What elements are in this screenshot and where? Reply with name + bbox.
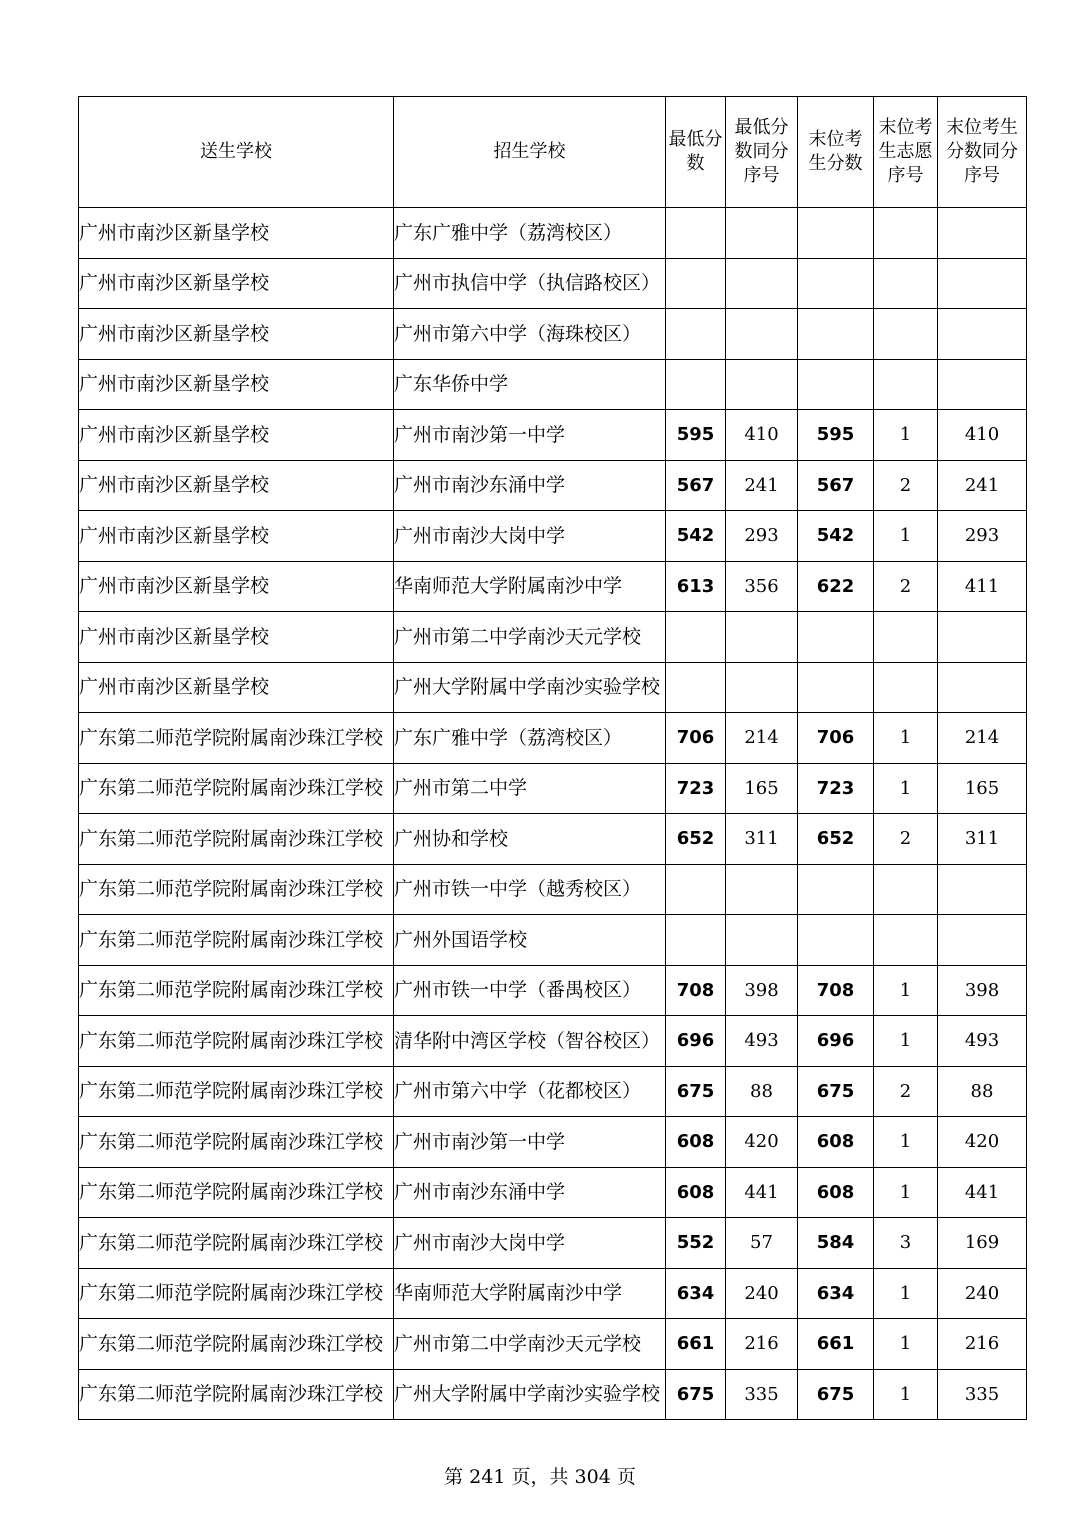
cell-sending-school: 广州市南沙区新垦学校 bbox=[79, 208, 394, 259]
cell-min-score-rank bbox=[726, 208, 798, 259]
cell-last-score-rank: 410 bbox=[938, 410, 1027, 461]
cell-admitting-school: 广州市南沙东涌中学 bbox=[394, 460, 666, 511]
cell-last-score bbox=[798, 662, 874, 713]
cell-last-score: 595 bbox=[798, 410, 874, 461]
cell-last-score: 634 bbox=[798, 1268, 874, 1319]
cell-sending-school: 广州市南沙区新垦学校 bbox=[79, 359, 394, 410]
cell-sending-school: 广东第二师范学院附属南沙珠江学校 bbox=[79, 1218, 394, 1269]
cell-last-wish-no bbox=[874, 208, 938, 259]
page-footer: 第 241 页，共 304 页 bbox=[444, 1466, 636, 1488]
table-row bbox=[79, 460, 1027, 511]
cell-last-score-rank bbox=[938, 208, 1027, 259]
cell-min-score: 706 bbox=[666, 713, 726, 764]
cell-last-score-rank: 165 bbox=[938, 763, 1027, 814]
cell-last-score-rank: 311 bbox=[938, 814, 1027, 865]
cell-min-score: 552 bbox=[666, 1218, 726, 1269]
cell-admitting-school: 广州市第二中学南沙天元学校 bbox=[394, 1319, 666, 1370]
cell-last-score: 706 bbox=[798, 713, 874, 764]
cell-admitting-school: 广东广雅中学（荔湾校区） bbox=[394, 208, 666, 259]
cell-last-wish-no: 1 bbox=[874, 1167, 938, 1218]
cell-last-score-rank: 293 bbox=[938, 511, 1027, 562]
cell-last-score-rank bbox=[938, 864, 1027, 915]
cell-min-score bbox=[666, 309, 726, 360]
cell-min-score-rank bbox=[726, 662, 798, 713]
table-row bbox=[79, 410, 1027, 461]
table-row bbox=[79, 1167, 1027, 1218]
cell-sending-school: 广东第二师范学院附属南沙珠江学校 bbox=[79, 814, 394, 865]
cell-last-wish-no: 1 bbox=[874, 713, 938, 764]
cell-min-score-rank: 214 bbox=[726, 713, 798, 764]
table-row bbox=[79, 864, 1027, 915]
cell-last-wish-no: 1 bbox=[874, 1016, 938, 1067]
cell-last-wish-no: 1 bbox=[874, 410, 938, 461]
cell-sending-school: 广东第二师范学院附属南沙珠江学校 bbox=[79, 965, 394, 1016]
cell-last-score-rank bbox=[938, 662, 1027, 713]
cell-min-score: 608 bbox=[666, 1167, 726, 1218]
cell-sending-school: 广州市南沙区新垦学校 bbox=[79, 309, 394, 360]
cell-min-score bbox=[666, 864, 726, 915]
cell-min-score-rank: 293 bbox=[726, 511, 798, 562]
cell-last-score-rank: 169 bbox=[938, 1218, 1027, 1269]
cell-sending-school: 广州市南沙区新垦学校 bbox=[79, 561, 394, 612]
cell-min-score-rank: 165 bbox=[726, 763, 798, 814]
cell-min-score-rank: 240 bbox=[726, 1268, 798, 1319]
cell-admitting-school: 广州大学附属中学南沙实验学校 bbox=[394, 662, 666, 713]
table-body bbox=[79, 208, 1027, 1420]
cell-min-score-rank: 311 bbox=[726, 814, 798, 865]
table-row bbox=[79, 1016, 1027, 1067]
cell-last-score bbox=[798, 612, 874, 663]
cell-min-score: 567 bbox=[666, 460, 726, 511]
table-row bbox=[79, 1369, 1027, 1420]
cell-sending-school: 广东第二师范学院附属南沙珠江学校 bbox=[79, 1066, 394, 1117]
cell-last-score-rank bbox=[938, 612, 1027, 663]
header-row bbox=[79, 97, 1027, 208]
cell-min-score: 675 bbox=[666, 1066, 726, 1117]
table-row bbox=[79, 1218, 1027, 1269]
cell-min-score-rank: 241 bbox=[726, 460, 798, 511]
cell-admitting-school: 广州市第二中学南沙天元学校 bbox=[394, 612, 666, 663]
cell-last-score: 608 bbox=[798, 1117, 874, 1168]
cell-last-wish-no bbox=[874, 864, 938, 915]
table-row bbox=[79, 612, 1027, 663]
cell-admitting-school: 广州市南沙东涌中学 bbox=[394, 1167, 666, 1218]
cell-last-wish-no bbox=[874, 915, 938, 966]
cell-last-score: 652 bbox=[798, 814, 874, 865]
admission-table bbox=[78, 96, 1027, 1420]
cell-last-score: 696 bbox=[798, 1016, 874, 1067]
cell-last-score-rank: 441 bbox=[938, 1167, 1027, 1218]
header-last-score-rank: 末位考生分数同分序号 bbox=[938, 97, 1027, 208]
cell-sending-school: 广东第二师范学院附属南沙珠江学校 bbox=[79, 763, 394, 814]
cell-admitting-school: 广州协和学校 bbox=[394, 814, 666, 865]
table-row bbox=[79, 915, 1027, 966]
cell-admitting-school: 广州市执信中学（执信路校区） bbox=[394, 258, 666, 309]
table-row bbox=[79, 1268, 1027, 1319]
cell-sending-school: 广东第二师范学院附属南沙珠江学校 bbox=[79, 1117, 394, 1168]
cell-sending-school: 广东第二师范学院附属南沙珠江学校 bbox=[79, 1268, 394, 1319]
cell-last-score: 708 bbox=[798, 965, 874, 1016]
cell-min-score-rank: 356 bbox=[726, 561, 798, 612]
cell-admitting-school: 广州市南沙大岗中学 bbox=[394, 1218, 666, 1269]
cell-min-score-rank bbox=[726, 915, 798, 966]
cell-last-score-rank: 241 bbox=[938, 460, 1027, 511]
cell-min-score: 613 bbox=[666, 561, 726, 612]
cell-last-score: 675 bbox=[798, 1066, 874, 1117]
cell-sending-school: 广东第二师范学院附属南沙珠江学校 bbox=[79, 915, 394, 966]
cell-last-score bbox=[798, 915, 874, 966]
cell-last-score: 675 bbox=[798, 1369, 874, 1420]
cell-sending-school: 广州市南沙区新垦学校 bbox=[79, 460, 394, 511]
cell-min-score: 652 bbox=[666, 814, 726, 865]
cell-min-score: 595 bbox=[666, 410, 726, 461]
cell-last-wish-no: 1 bbox=[874, 511, 938, 562]
cell-last-score: 584 bbox=[798, 1218, 874, 1269]
header-last-wish-no: 末位考生志愿序号 bbox=[874, 97, 938, 208]
header-admitting-school: 招生学校 bbox=[394, 97, 666, 208]
cell-last-wish-no bbox=[874, 612, 938, 663]
cell-min-score-rank bbox=[726, 359, 798, 410]
cell-last-wish-no: 3 bbox=[874, 1218, 938, 1269]
cell-min-score bbox=[666, 612, 726, 663]
cell-admitting-school: 华南师范大学附属南沙中学 bbox=[394, 1268, 666, 1319]
cell-min-score-rank: 398 bbox=[726, 965, 798, 1016]
cell-min-score-rank: 88 bbox=[726, 1066, 798, 1117]
cell-sending-school: 广东第二师范学院附属南沙珠江学校 bbox=[79, 713, 394, 764]
table-row bbox=[79, 561, 1027, 612]
cell-min-score bbox=[666, 258, 726, 309]
cell-min-score bbox=[666, 915, 726, 966]
cell-min-score bbox=[666, 359, 726, 410]
cell-last-score bbox=[798, 309, 874, 360]
cell-min-score-rank: 441 bbox=[726, 1167, 798, 1218]
cell-admitting-school: 华南师范大学附属南沙中学 bbox=[394, 561, 666, 612]
cell-last-score-rank: 411 bbox=[938, 561, 1027, 612]
cell-sending-school: 广州市南沙区新垦学校 bbox=[79, 662, 394, 713]
table-row bbox=[79, 1117, 1027, 1168]
cell-admitting-school: 广州市铁一中学（越秀校区） bbox=[394, 864, 666, 915]
cell-sending-school: 广东第二师范学院附属南沙珠江学校 bbox=[79, 1319, 394, 1370]
table-row bbox=[79, 1066, 1027, 1117]
cell-min-score bbox=[666, 208, 726, 259]
cell-sending-school: 广州市南沙区新垦学校 bbox=[79, 612, 394, 663]
cell-admitting-school: 广州市南沙第一中学 bbox=[394, 1117, 666, 1168]
cell-last-score bbox=[798, 208, 874, 259]
cell-min-score-rank: 410 bbox=[726, 410, 798, 461]
cell-last-score-rank: 240 bbox=[938, 1268, 1027, 1319]
cell-sending-school: 广州市南沙区新垦学校 bbox=[79, 511, 394, 562]
header-min-score: 最低分数 bbox=[666, 97, 726, 208]
cell-last-wish-no: 1 bbox=[874, 1319, 938, 1370]
header-sending-school: 送生学校 bbox=[79, 97, 394, 208]
cell-admitting-school: 广州大学附属中学南沙实验学校 bbox=[394, 1369, 666, 1420]
cell-min-score: 675 bbox=[666, 1369, 726, 1420]
cell-last-score: 723 bbox=[798, 763, 874, 814]
cell-last-score: 622 bbox=[798, 561, 874, 612]
cell-last-wish-no: 1 bbox=[874, 1268, 938, 1319]
cell-min-score bbox=[666, 662, 726, 713]
cell-last-wish-no bbox=[874, 258, 938, 309]
cell-admitting-school: 广州市铁一中学（番禺校区） bbox=[394, 965, 666, 1016]
cell-last-score: 661 bbox=[798, 1319, 874, 1370]
table-row bbox=[79, 208, 1027, 259]
cell-last-score: 542 bbox=[798, 511, 874, 562]
cell-min-score-rank: 216 bbox=[726, 1319, 798, 1370]
cell-admitting-school: 广州市南沙第一中学 bbox=[394, 410, 666, 461]
cell-min-score: 542 bbox=[666, 511, 726, 562]
cell-admitting-school: 广州外国语学校 bbox=[394, 915, 666, 966]
cell-last-score bbox=[798, 359, 874, 410]
cell-last-wish-no bbox=[874, 309, 938, 360]
cell-last-wish-no bbox=[874, 662, 938, 713]
cell-last-score-rank bbox=[938, 309, 1027, 360]
cell-last-wish-no: 1 bbox=[874, 763, 938, 814]
table-row bbox=[79, 258, 1027, 309]
cell-sending-school: 广东第二师范学院附属南沙珠江学校 bbox=[79, 1016, 394, 1067]
cell-last-wish-no: 2 bbox=[874, 1066, 938, 1117]
cell-admitting-school: 广东广雅中学（荔湾校区） bbox=[394, 713, 666, 764]
table-row bbox=[79, 511, 1027, 562]
cell-min-score-rank bbox=[726, 864, 798, 915]
cell-min-score: 608 bbox=[666, 1117, 726, 1168]
cell-min-score-rank bbox=[726, 612, 798, 663]
cell-min-score: 708 bbox=[666, 965, 726, 1016]
cell-last-wish-no: 1 bbox=[874, 965, 938, 1016]
table-row bbox=[79, 814, 1027, 865]
cell-admitting-school: 广州市第二中学 bbox=[394, 763, 666, 814]
cell-last-score-rank bbox=[938, 258, 1027, 309]
cell-min-score: 696 bbox=[666, 1016, 726, 1067]
cell-last-score: 608 bbox=[798, 1167, 874, 1218]
cell-sending-school: 广州市南沙区新垦学校 bbox=[79, 410, 394, 461]
cell-last-score-rank bbox=[938, 915, 1027, 966]
cell-min-score-rank: 335 bbox=[726, 1369, 798, 1420]
cell-admitting-school: 广州市第六中学（花都校区） bbox=[394, 1066, 666, 1117]
table-row bbox=[79, 713, 1027, 764]
cell-admitting-school: 广东华侨中学 bbox=[394, 359, 666, 410]
cell-last-wish-no: 2 bbox=[874, 460, 938, 511]
table-row bbox=[79, 359, 1027, 410]
cell-last-score-rank: 420 bbox=[938, 1117, 1027, 1168]
cell-min-score: 661 bbox=[666, 1319, 726, 1370]
cell-last-wish-no: 2 bbox=[874, 814, 938, 865]
cell-last-score-rank bbox=[938, 359, 1027, 410]
header-last-score: 末位考生分数 bbox=[798, 97, 874, 208]
cell-last-score bbox=[798, 864, 874, 915]
table-row bbox=[79, 1319, 1027, 1370]
cell-min-score-rank bbox=[726, 258, 798, 309]
cell-admitting-school: 广州市南沙大岗中学 bbox=[394, 511, 666, 562]
cell-min-score-rank: 57 bbox=[726, 1218, 798, 1269]
cell-min-score: 634 bbox=[666, 1268, 726, 1319]
cell-last-score: 567 bbox=[798, 460, 874, 511]
cell-min-score-rank bbox=[726, 309, 798, 360]
cell-admitting-school: 清华附中湾区学校（智谷校区） bbox=[394, 1016, 666, 1067]
cell-last-score-rank: 335 bbox=[938, 1369, 1027, 1420]
cell-min-score-rank: 420 bbox=[726, 1117, 798, 1168]
cell-sending-school: 广东第二师范学院附属南沙珠江学校 bbox=[79, 1369, 394, 1420]
table-row bbox=[79, 309, 1027, 360]
cell-sending-school: 广东第二师范学院附属南沙珠江学校 bbox=[79, 1167, 394, 1218]
header-min-score-rank: 最低分数同分序号 bbox=[726, 97, 798, 208]
table-row bbox=[79, 965, 1027, 1016]
cell-last-score-rank: 398 bbox=[938, 965, 1027, 1016]
table-row bbox=[79, 763, 1027, 814]
table-row bbox=[79, 662, 1027, 713]
cell-last-wish-no: 2 bbox=[874, 561, 938, 612]
cell-last-score-rank: 493 bbox=[938, 1016, 1027, 1067]
cell-last-wish-no: 1 bbox=[874, 1369, 938, 1420]
cell-min-score-rank: 493 bbox=[726, 1016, 798, 1067]
cell-last-score-rank: 88 bbox=[938, 1066, 1027, 1117]
cell-last-score-rank: 214 bbox=[938, 713, 1027, 764]
cell-admitting-school: 广州市第六中学（海珠校区） bbox=[394, 309, 666, 360]
cell-last-score-rank: 216 bbox=[938, 1319, 1027, 1370]
cell-sending-school: 广州市南沙区新垦学校 bbox=[79, 258, 394, 309]
cell-min-score: 723 bbox=[666, 763, 726, 814]
cell-sending-school: 广东第二师范学院附属南沙珠江学校 bbox=[79, 864, 394, 915]
cell-last-score bbox=[798, 258, 874, 309]
cell-last-wish-no: 1 bbox=[874, 1117, 938, 1168]
cell-last-wish-no bbox=[874, 359, 938, 410]
